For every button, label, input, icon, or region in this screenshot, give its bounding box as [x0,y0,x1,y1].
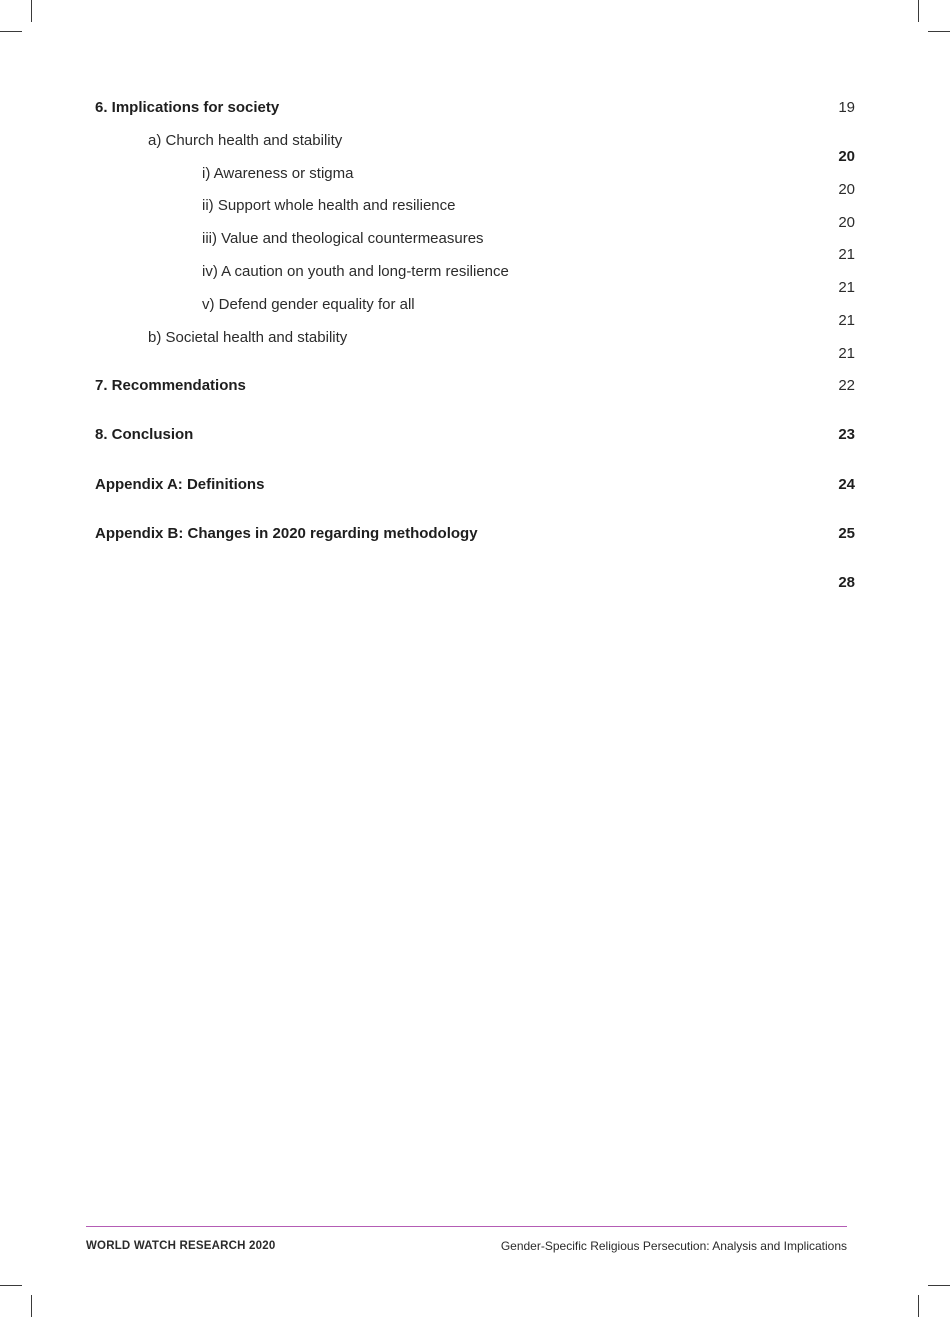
toc-entry-appendix-b[interactable]: Appendix B: Changes in 2020 regarding methodology [95,525,478,542]
toc-entry-church-health[interactable]: a) Church health and stability [148,132,343,149]
crop-mark [31,1295,32,1317]
page-number: 20 [838,181,855,198]
crop-mark [918,0,919,22]
toc-entry-support-whole-health[interactable]: ii) Support whole health and resilience [202,197,456,214]
crop-mark [928,31,950,32]
footer-publisher: WORLD WATCH RESEARCH 2020 [86,1240,276,1252]
toc-entry-youth-resilience[interactable]: iv) A caution on youth and long-term resilience [202,263,509,280]
crop-mark [928,1285,950,1286]
crop-mark [0,31,22,32]
page-number: 28 [838,574,855,591]
page-number: 24 [838,476,855,493]
crop-mark [31,0,32,22]
crop-mark [0,1285,22,1286]
toc-entry-recommendations[interactable]: 7. Recommendations [95,377,246,394]
toc-entry-implications-for-society[interactable]: 6. Implications for society [95,99,280,116]
toc-entry-conclusion[interactable]: 8. Conclusion [95,426,194,443]
page-number: 21 [838,279,855,296]
page-number: 21 [838,246,855,263]
page-number: 20 [838,214,855,231]
page-number: 22 [838,377,855,394]
toc-entry-theological-countermeasures[interactable]: iii) Value and theological countermeasures [202,230,484,247]
page-number: 23 [838,426,855,443]
footer-divider [86,1226,847,1227]
page-number: 21 [838,312,855,329]
toc-entry-awareness-stigma[interactable]: i) Awareness or stigma [202,165,354,182]
toc-entry-appendix-a[interactable]: Appendix A: Definitions [95,476,265,493]
crop-mark [918,1295,919,1317]
page-number: 19 [838,99,855,116]
footer-document-title: Gender-Specific Religious Persecution: Analysis and Implications [500,1239,847,1253]
page-number: 25 [838,525,855,542]
page-number: 20 [838,148,855,165]
toc-entry-societal-health[interactable]: b) Societal health and stability [148,329,348,346]
toc-entry-gender-equality[interactable]: v) Defend gender equality for all [202,296,415,313]
page-number: 21 [838,345,855,362]
